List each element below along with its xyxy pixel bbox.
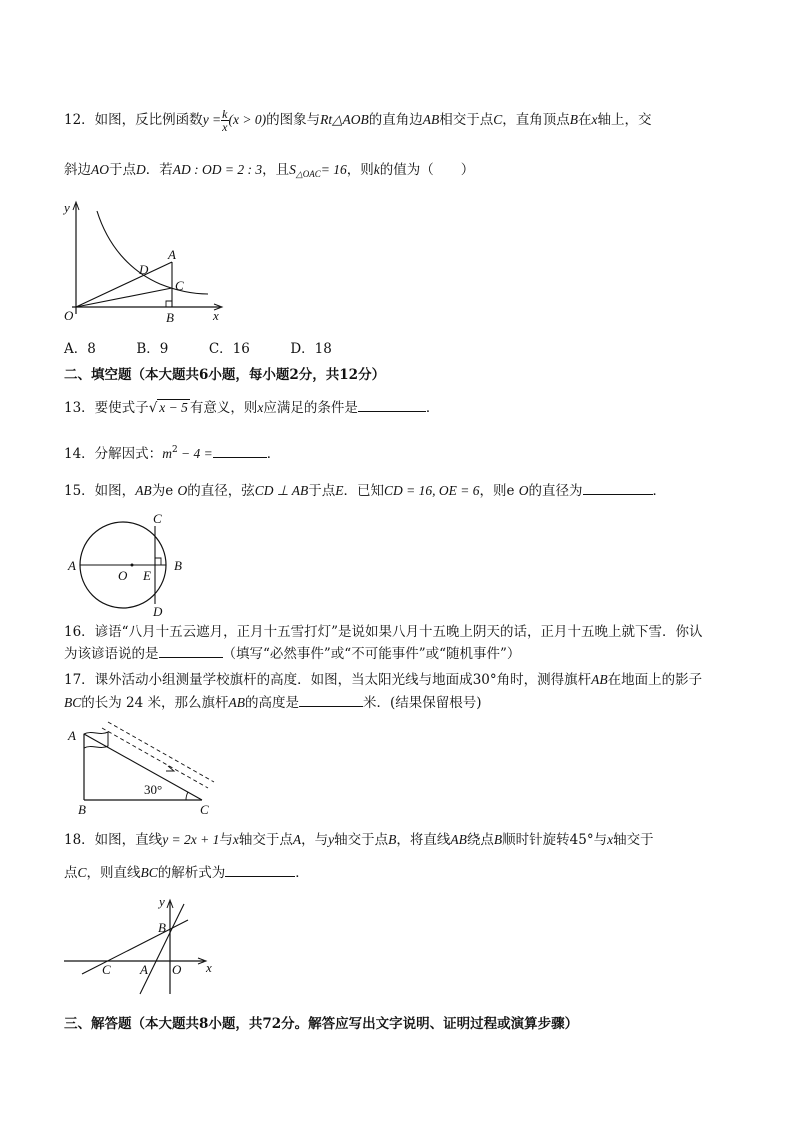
q18-line1: 18．如图，直线y = 2x + 1与x轴交于点A，与y轴交于点B，将直线AB绕点B顺时针旋转45°与x轴交于 (64, 832, 654, 848)
q12-options: A．8 B．9 C．16 D．18 (64, 341, 332, 357)
q17-figure (64, 722, 224, 822)
label-o: O (172, 962, 182, 977)
q14: 14．分解因式：$m^2 - 4$ = ． (64, 445, 281, 462)
q13-answer-blank[interactable] (358, 397, 426, 412)
q16-line1: 16．谚语“八月十五云遮月，正月十五雪打灯”是说如果八月十五晚上阴天的话，正月十五晚上就下雪．你认 (64, 624, 703, 640)
label-c: C (102, 962, 111, 977)
parallel-ray-2 (108, 722, 214, 782)
label-o: O (118, 568, 128, 583)
q13: 13．要使式子√ x − 5 有意义，则x应满足的条件是 ． (64, 397, 439, 418)
label-y: y (159, 894, 165, 909)
label-y: y (64, 200, 70, 215)
q16-line2: 为该谚语说的是 （填写“必然事件”或“不可能事件”或“随机事件”） (64, 643, 520, 664)
q16-answer-blank[interactable] (159, 643, 223, 658)
label-c: C (153, 511, 162, 526)
q17-line2: BC的长为 24 米，那么旗杆AB的高度是 米．(结果保留根号) (64, 692, 482, 713)
segment-oc (76, 288, 172, 307)
label-e: E (143, 568, 151, 583)
label-d: D (139, 262, 149, 277)
angle-arc (186, 792, 188, 800)
label-c: C (200, 802, 209, 817)
label-a: A (68, 558, 76, 573)
right-angle-mark (166, 301, 172, 307)
label-d: D (153, 604, 163, 619)
label-a: A (68, 728, 76, 743)
q15: 15．如图，AB为e O的直径，弦CD ⊥ AB于点E．已知CD = 16, OE = 6，则e O的直径为 ． (64, 480, 666, 501)
sun-ray-ac (84, 734, 202, 800)
q12-line2: 斜边AO于点D．若AD : OD = 2 : 3，且$S_{\triangle OAC}= 16$，则k的值为（ ） (64, 162, 475, 179)
parallel-ray-1 (102, 728, 208, 788)
q18-answer-blank[interactable] (225, 862, 295, 877)
q15-answer-blank[interactable] (583, 480, 653, 495)
hyperbola-curve (97, 211, 208, 294)
label-b: B (174, 558, 182, 573)
line-ab (140, 904, 184, 994)
q15-figure (64, 512, 194, 617)
label-b: B (166, 310, 174, 325)
center-dot (131, 564, 134, 567)
label-a: A (140, 962, 148, 977)
label-o: O (64, 308, 74, 323)
q14-answer-blank[interactable] (213, 443, 267, 458)
label-angle: 30° (144, 782, 163, 797)
segment-oa (76, 262, 172, 307)
q17-line1: 17．课外活动小组测量学校旗杆的高度．如图，当太阳光线与地面成30°角时，测得旗杆AB在地面上的影子 (64, 672, 703, 688)
q18-figure (64, 894, 224, 999)
q12-figure (60, 196, 240, 331)
label-c: C (175, 278, 184, 293)
label-b: B (158, 920, 166, 935)
section-3-heading: 三、解答题（本大题共8小题，共72分。解答应写出文字说明、证明过程或演算步骤） (64, 1016, 579, 1032)
q18-line2: 点C，则直线BC的解析式为 ． (64, 862, 309, 883)
section-2-heading: 二、填空题（本大题共6小题，每小题2分，共12分） (64, 367, 386, 383)
right-angle-mark (155, 558, 161, 565)
q17-answer-blank[interactable] (299, 692, 363, 707)
q12-fraction: $\frac{k}{x}$ (222, 107, 228, 134)
label-a: A (168, 247, 176, 262)
label-x: x (206, 960, 212, 975)
label-b: B (78, 802, 86, 817)
q12-line1: 12．如图，反比例函数y = $\frac{k}{x}$ (x > 0)的图象与Rt△AOB的直角边AB相交于点C，直角顶点B在x轴上，交 (64, 107, 652, 134)
label-x: x (213, 308, 219, 323)
